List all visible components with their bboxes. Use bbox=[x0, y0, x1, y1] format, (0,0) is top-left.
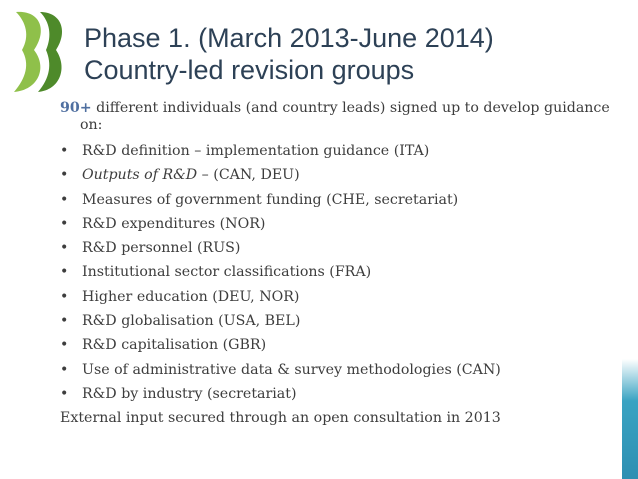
list-item: • Outputs of R&D – (CAN, DEU) bbox=[60, 163, 620, 187]
footer-note: External input secured through an open consultation in 2013 bbox=[60, 410, 501, 427]
bullet: • bbox=[60, 361, 69, 378]
list-item: • R&D by industry (secretariat) bbox=[60, 382, 620, 406]
list-item: • R&D capitalisation (GBR) bbox=[60, 333, 620, 357]
intro-paragraph bbox=[60, 100, 620, 134]
title-line-1: Phase 1. (March 2013-June 2014) bbox=[84, 23, 494, 53]
list-item: • R&D globalisation (USA, BEL) bbox=[60, 309, 620, 333]
participant-count: 90+ bbox=[60, 100, 92, 116]
bullet: • bbox=[60, 215, 69, 232]
list-item: • R&D expenditures (NOR) bbox=[60, 212, 620, 236]
list-item: • R&D definition – implementation guidance (ITA) bbox=[60, 139, 620, 163]
list-item: • Higher education (DEU, NOR) bbox=[60, 285, 620, 309]
bullet: • bbox=[60, 264, 69, 281]
bullet: • bbox=[60, 191, 69, 208]
item-emphasis: Outputs of R&D bbox=[82, 167, 198, 184]
slide-body bbox=[60, 100, 620, 430]
bullet: • bbox=[60, 313, 69, 330]
intro-text: different individuals (and country leads) signed up to develop guidance on: bbox=[80, 100, 610, 133]
bullet: • bbox=[60, 288, 69, 305]
list-item: • R&D personnel (RUS) bbox=[60, 236, 620, 260]
corner-accent-bar bbox=[622, 359, 638, 479]
list-item: • Measures of government funding (CHE, secretariat) bbox=[60, 188, 620, 212]
oecd-logo-icon bbox=[0, 0, 80, 100]
slide-title bbox=[84, 22, 494, 86]
bullet: • bbox=[60, 385, 69, 402]
list-item: • Institutional sector classifications (FRA) bbox=[60, 260, 620, 284]
bullet: • bbox=[60, 240, 69, 257]
topic-list bbox=[60, 139, 620, 406]
title-line-2: Country-led revision groups bbox=[84, 55, 415, 85]
bullet: • bbox=[60, 167, 69, 184]
bullet: • bbox=[60, 143, 69, 159]
list-item: • Use of administrative data & survey methodologies (CAN) bbox=[60, 358, 620, 382]
bullet: • bbox=[60, 337, 69, 354]
